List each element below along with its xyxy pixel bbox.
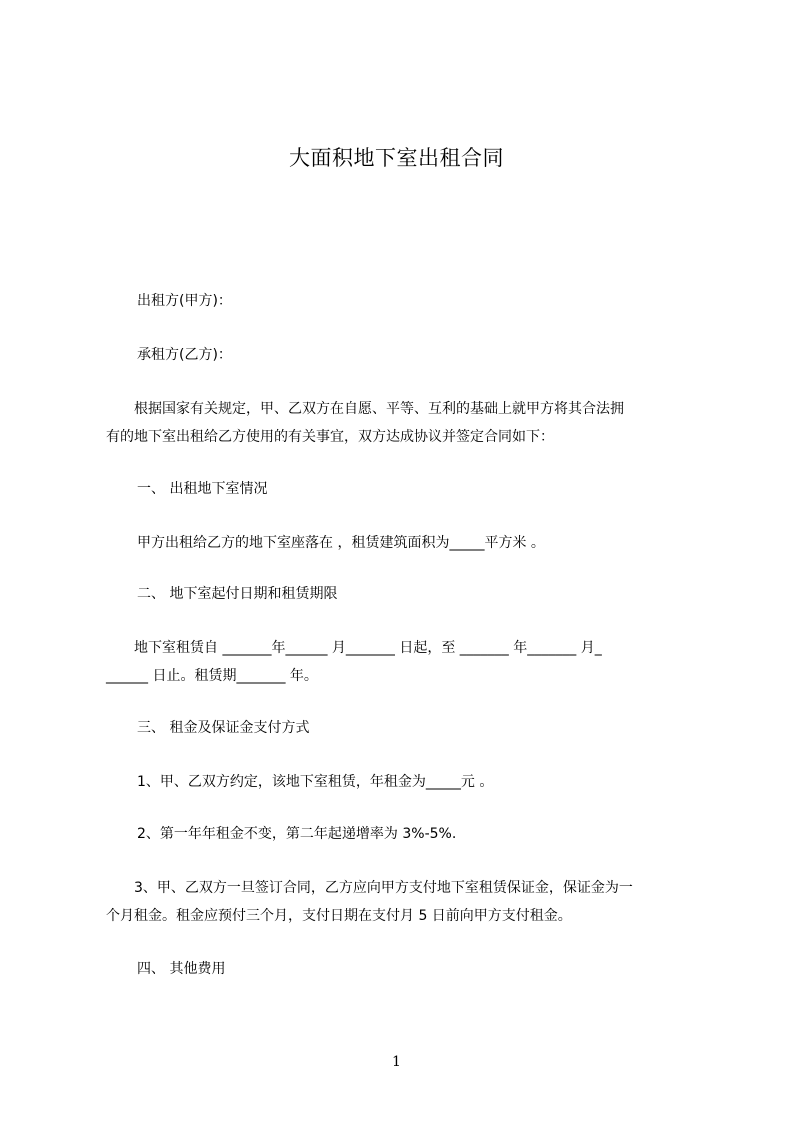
lessor-label: 出租方(甲方)： <box>137 293 232 309</box>
page-number: 1 <box>392 1054 401 1070</box>
section-1-body: 甲方出租给乙方的地下室座落在 ，租赁建筑面积为_____平方米 。 <box>137 535 545 551</box>
intro-line-2: 有的地下室出租给乙方使用的有关事宜，双方达成协议并签定合同如下： <box>106 429 554 445</box>
section-3-item-3-line-1: 3、甲、乙双方一旦签订合同，乙方应向甲方支付地下室租赁保证金，保证金为一 <box>134 880 633 896</box>
section-1-heading: 一、 出租地下室情况 <box>137 481 268 497</box>
lessee-label: 承租方(乙方)： <box>137 347 232 363</box>
section-4-heading: 四、 其他费用 <box>137 961 226 977</box>
intro-line-1: 根据国家有关规定，甲、乙双方在自愿、平等、互利的基础上就甲方将其合法拥 <box>134 401 624 417</box>
section-2-line-2: ______ 日止。租赁期_______ 年。 <box>106 668 318 684</box>
section-2-paragraph <box>106 634 716 690</box>
section-3-heading: 三、 租金及保证金支付方式 <box>137 720 310 736</box>
section-3-item-2: 2、第一年年租金不变，第二年起递增率为 3%-5%. <box>137 826 457 842</box>
section-2-line-1: 地下室租赁自 _______年______ 月_______ 日起，至 _______ 年_______ 月_ <box>134 640 602 656</box>
document-title: 大面积地下室出租合同 <box>289 146 504 170</box>
section-3-item-3 <box>106 874 716 930</box>
section-3-item-1: 1、甲、乙双方约定，该地下室租赁，年租金为_____元 。 <box>137 774 494 790</box>
intro-paragraph <box>106 395 716 451</box>
section-3-item-3-line-2: 个月租金。租金应预付三个月，支付日期在支付月 5 日前向甲方支付租金。 <box>106 908 572 924</box>
section-2-heading: 二、 地下室起付日期和租赁期限 <box>137 586 338 602</box>
